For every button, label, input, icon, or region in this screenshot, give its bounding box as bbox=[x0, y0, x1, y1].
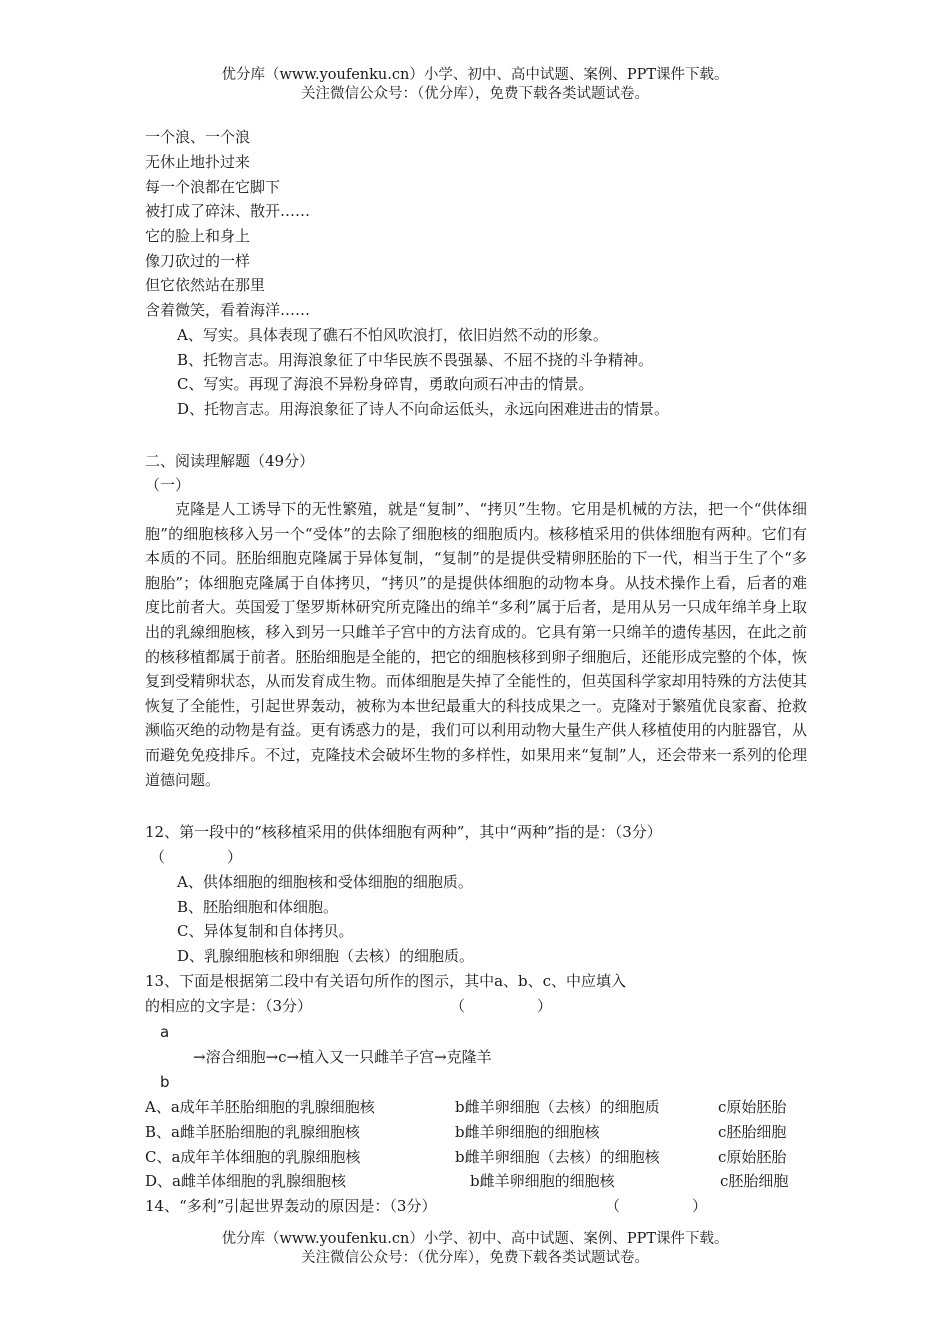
poem-line: 但它依然站在那里 bbox=[145, 276, 266, 294]
poem-option-b: B、托物言志。用海浪象征了中华民族不畏强暴、不屈不挠的斗争精神。 bbox=[177, 351, 654, 369]
poem-line: 它的脸上和身上 bbox=[145, 227, 251, 245]
poem-option-a: A、写实。具体表现了礁石不怕风吹浪打，依旧岿然不动的形象。 bbox=[177, 326, 608, 344]
q13-option-d-col1: D、a雌羊体细胞的乳腺细胞核 bbox=[145, 1172, 346, 1190]
poem-option-d: D、托物言志。用海浪象征了诗人不向命运低头，永远向困难进击的情景。 bbox=[177, 400, 670, 418]
q13-option-a-col2: b雌羊卵细胞（去核）的细胞质 bbox=[455, 1098, 660, 1116]
page-footer-line2: 关注微信公众号：（优分库），免费下载各类试题试卷。 bbox=[301, 1250, 649, 1266]
page-header-line1: 优分库（www.youfenku.cn）小学、初中、高中试题、案例、PPT课件下载。 bbox=[221, 67, 729, 83]
q13-option-d-col3: c胚胎细胞 bbox=[720, 1172, 789, 1190]
poem-line: 一个浪、一个浪 bbox=[145, 128, 251, 146]
q13-option-b-col3: c胚胎细胞 bbox=[718, 1123, 787, 1141]
diagram-label-b: b bbox=[160, 1073, 170, 1091]
paren-open: （ bbox=[605, 1197, 621, 1215]
page-header-line2: 关注微信公众号：（优分库），免费下载各类试题试卷。 bbox=[301, 86, 649, 102]
q13-stem-line1: 13、下面是根据第二段中有关语句所作的图示，其中a、b、c、中应填入 bbox=[145, 972, 627, 990]
paren-close: ） bbox=[227, 848, 243, 866]
q13-option-d-col2: b雌羊卵细胞的细胞核 bbox=[470, 1172, 615, 1190]
paren-open: （ bbox=[150, 848, 166, 866]
page-footer-line1: 优分库（www.youfenku.cn）小学、初中、高中试题、案例、PPT课件下载。 bbox=[221, 1231, 729, 1247]
q13-option-b-col1: B、a雌羊胚胎细胞的乳腺细胞核 bbox=[145, 1123, 360, 1141]
poem-option-c: C、写实。再现了海浪不异粉身碎胄，勇敢向顽石冲击的情景。 bbox=[177, 375, 594, 393]
reading-passage: 克隆是人工诱导下的无性繁殖，就是“复制”、“拷贝”生物。它用是机械的方法，把一个“供体细胞”的细胞核移入另一个“受体”的去除了细胞核的细胞质内。核移植采用的供体细胞有两种。它们有本质的不同。胚胎细胞克隆属于异体复制，“复制”的是提供受精卵胚胎的下一代，相当于生了个“多胞胎”；体细胞克隆属于自体拷贝，“拷贝”的是提供体细胞的动物本身。从技术操作上看，后者的难度比前者大。英国爱丁堡罗斯林研究所克隆出的绵羊“多利”属于后者，是用从另一只成年绵羊身上取出的乳線细胞核，移入到另一只雌羊子宫中的方法育成的。它具有第一只绵羊的遗传基因，在此之前的核移植都属于前者。胚胎细胞是全能的，把它的细胞核移到卵子细胞后，还能形成完整的个体，恢复到受精卵状态，从而发育成生物。而体细胞是失掉了全能性的，但英国科学家却用特殊的方法使其恢复了全能性，引起世界轰动，被称为本世纪最重大的科技成果之一。克隆对于繁殖优良家畜、抢救濒临灭绝的动物是有益。更有诱惑力的是，我们可以利用动物大量生产供人移植使用的内脏器官，从而避免免疫排斥。不过，克隆技术会破坏生物的多样性，如果用来“复制”人，还会带来一系列的伦理道德问题。 bbox=[145, 500, 807, 789]
q12-option-b: B、胚胎细胞和体细胞。 bbox=[177, 898, 339, 916]
poem-line: 像刀砍过的一样 bbox=[145, 252, 251, 270]
poem-line: 被打成了碎沫、散开…… bbox=[145, 202, 311, 220]
poem-line: 含着微笑，看着海洋…… bbox=[145, 301, 311, 319]
q14-answer-blank bbox=[605, 1195, 707, 1217]
paren-open: （ bbox=[450, 997, 466, 1015]
poem-line: 无休止地扑过来 bbox=[145, 153, 251, 171]
q12-option-d: D、乳腺细胞核和卵细胞（去核）的细胞质。 bbox=[177, 947, 475, 965]
poem-line: 每一个浪都在它脚下 bbox=[145, 178, 281, 196]
q12-option-c: C、异体复制和自体拷贝。 bbox=[177, 922, 354, 940]
q13-option-c-col3: c原始胚胎 bbox=[718, 1148, 787, 1166]
q12-option-a: A、供体细胞的细胞核和受体细胞的细胞质。 bbox=[177, 873, 473, 891]
section-title: 二、阅读理解题（49分） bbox=[145, 452, 315, 470]
q12-answer-blank bbox=[150, 846, 242, 868]
q13-option-a-col1: A、a成年羊胚胎细胞的乳腺细胞核 bbox=[145, 1098, 375, 1116]
subsection-label: （一） bbox=[145, 476, 191, 494]
q13-option-a-col3: c原始胚胎 bbox=[718, 1098, 787, 1116]
paren-close: ） bbox=[692, 1197, 708, 1215]
q13-option-b-col2: b雌羊卵细胞的细胞核 bbox=[455, 1123, 600, 1141]
diagram-label-a: a bbox=[160, 1023, 170, 1041]
q13-stem-line2: 的相应的文字是：（3分） bbox=[145, 997, 313, 1015]
q14-stem: 14、“多利”引起世界轰动的原因是：（3分） bbox=[145, 1197, 437, 1215]
q13-option-c-col1: C、a成年羊体细胞的乳腺细胞核 bbox=[145, 1148, 361, 1166]
q13-answer-blank bbox=[450, 995, 552, 1017]
q13-option-c-col2: b雌羊卵细胞（去核）的细胞核 bbox=[455, 1148, 660, 1166]
paren-close: ） bbox=[537, 997, 553, 1015]
diagram-flow: →溶合细胞→c→植入又一只雌羊子宫→克隆羊 bbox=[193, 1048, 492, 1066]
q12-stem: 12、第一段中的“核移植采用的供体细胞有两种”，其中“两种”指的是：（3分） bbox=[145, 823, 662, 841]
